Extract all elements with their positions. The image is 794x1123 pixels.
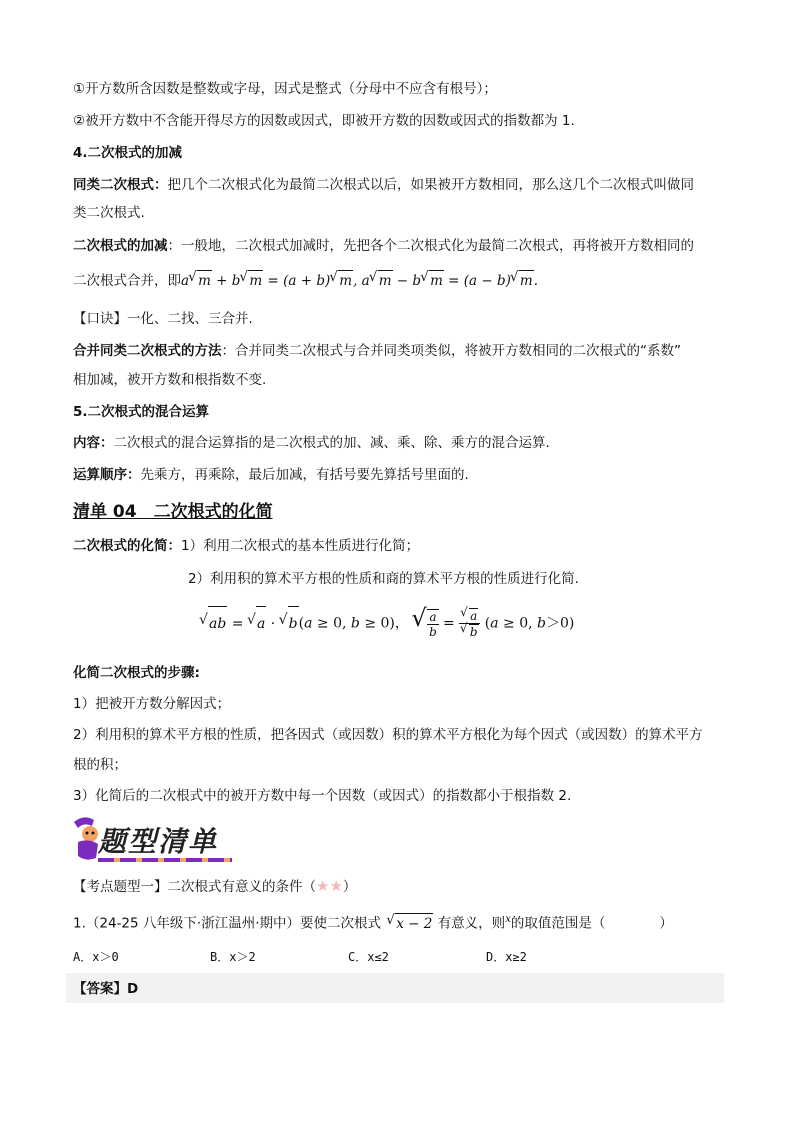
merge-method-line-1 bbox=[73, 341, 681, 361]
addsub-label: 二次根式的加减 bbox=[73, 238, 168, 254]
rule-2: ②被开方数中不含能开得尽方的因数或因式，即被开方数的因数或因式的指数都为 1. bbox=[73, 113, 575, 129]
banner-title: 题型清单 bbox=[98, 825, 219, 858]
simplify-line-1 bbox=[73, 536, 419, 556]
question-suffix: 的取值范围是（ bbox=[510, 915, 606, 932]
addsub-text: ：一般地，二次根式加减时，先把各个二次根式化为最简二次根式，再将被开方数相同的 bbox=[167, 238, 694, 254]
step-1: 1）把被开方数分解因式； bbox=[73, 696, 231, 712]
like-term-def-line-1 bbox=[73, 175, 694, 195]
merge-method-line-2: 相加减，被开方数和根指数不变. bbox=[73, 372, 267, 388]
addsub-line-1 bbox=[73, 236, 694, 256]
step-2-line-1: 2）利用积的算术平方根的性质，把各因式（或因数）积的算术平方根化为每个因式（或因数）的算术平方 bbox=[73, 727, 703, 743]
simplify-line-2: 2）利用积的算术平方根的性质和商的算术平方根的性质进行化简. bbox=[188, 571, 579, 587]
question-radical: √ x − 2 bbox=[385, 916, 433, 932]
question-end: ） bbox=[659, 915, 673, 932]
answer-text: 【答案】D bbox=[73, 981, 139, 997]
section-4-title: 4.二次根式的加减 bbox=[73, 145, 183, 161]
order-label: 运算顺序： bbox=[73, 467, 141, 483]
list-04-heading: 清单 04 二次根式的化简 bbox=[73, 502, 273, 522]
addsub-text-2: 二次根式合并，即 bbox=[73, 273, 181, 289]
rule-1: ①开方数所含因数是整数或字母，因式是整式（分母中不应含有根号）； bbox=[73, 81, 497, 97]
step-3: 3）化简后的二次根式中的被开方数中每一个因数（或因式）的指数都小于根指数 2. bbox=[73, 788, 572, 804]
difficulty-stars-icon: ★★ bbox=[316, 877, 343, 895]
like-term-text: 把几个二次根式化为最简二次根式以后，如果被开方数相同，那么这几个二次根式叫做同 bbox=[167, 177, 694, 193]
simplify-text-1: 1）利用二次根式的基本性质进行化简； bbox=[181, 538, 420, 554]
order-text: 先乘方，再乘除，最后加减，有括号要先算括号里面的. bbox=[140, 467, 469, 483]
merge-method-label: 合并同类二次根式的方法 bbox=[73, 343, 222, 359]
option-b: B．x＞2 bbox=[210, 950, 256, 964]
addsub-line-2: 二次根式合并，即a√ m + b√ m = (a + b)√ m, a√ m − b√ m = (a − b)√ m. bbox=[73, 270, 538, 291]
answer-box bbox=[66, 973, 724, 1003]
like-term-label: 同类二次根式： bbox=[73, 177, 168, 193]
order-line bbox=[73, 465, 469, 485]
option-d: D．x≥2 bbox=[486, 950, 527, 964]
question-1 bbox=[73, 910, 673, 934]
banner-underline bbox=[98, 858, 232, 862]
question-prefix: 1.（24-25 八年级下·浙江温州·期中）要使二次根式 bbox=[73, 915, 381, 932]
option-c: C．x≤2 bbox=[348, 950, 389, 964]
steps-title: 化简二次根式的步骤: bbox=[73, 665, 200, 681]
simplify-label: 二次根式的化简： bbox=[73, 538, 181, 554]
question-type-close: ） bbox=[342, 879, 357, 895]
question-mid: 有意义，则 bbox=[437, 915, 506, 932]
step-2-line-2: 根的积； bbox=[73, 757, 127, 773]
question-type-label bbox=[73, 876, 356, 897]
addsub-formula: a√ m + b√ m = (a + b)√ m, a√ m − b√ m = (a − b)√ m bbox=[181, 273, 534, 289]
mnemonic: 【口诀】一化、二找、三合并. bbox=[73, 311, 253, 327]
simplify-formula: √ ab = √ a · √ b(a ≥ 0, b ≥ 0)， √ $\frac{a}{b}$ = √ a √ b (a ≥ 0, b＞0) bbox=[200, 606, 574, 641]
content-line bbox=[73, 433, 550, 453]
content-text: 二次根式的混合运算指的是二次根式的加、减、乘、除、乘方的混合运算. bbox=[113, 435, 550, 451]
option-a: A．x＞0 bbox=[73, 950, 119, 964]
question-type-text: 【考点题型一】二次根式有意义的条件（ bbox=[73, 879, 316, 895]
merge-method-text: ：合并同类二次根式与合并同类项类似，将被开方数相同的二次根式的“系数” bbox=[221, 343, 681, 359]
question-types-banner bbox=[70, 814, 240, 866]
section-5-title: 5.二次根式的混合运算 bbox=[73, 404, 210, 420]
content-label: 内容： bbox=[73, 435, 114, 451]
question-var: x bbox=[505, 914, 511, 925]
like-term-def-line-2: 类二次根式. bbox=[73, 205, 145, 221]
